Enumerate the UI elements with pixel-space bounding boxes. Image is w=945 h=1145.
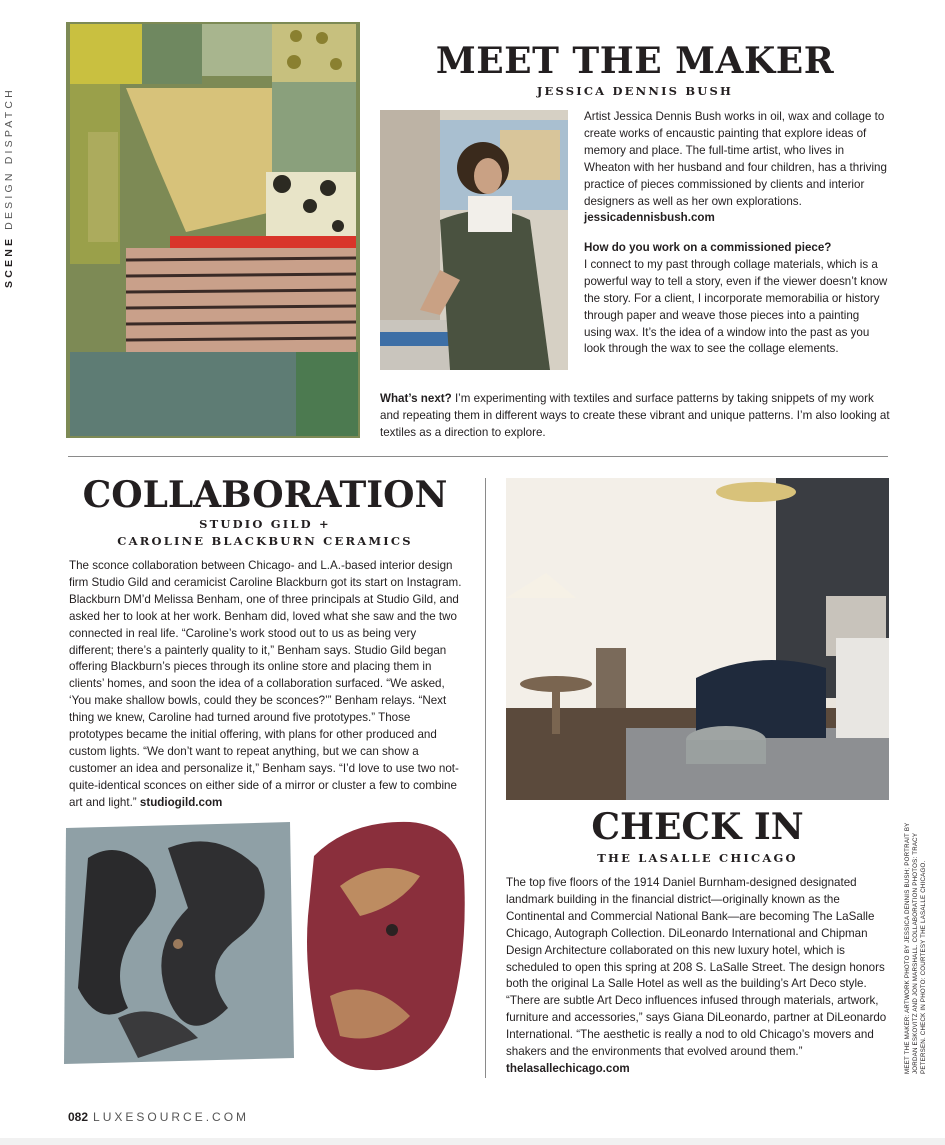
section-label-bold: SCENE — [3, 235, 15, 288]
section-divider-horizontal — [68, 456, 888, 457]
red-ceramic-sconce-photo — [300, 816, 470, 1074]
intro-text: Artist Jessica Dennis Bush works in oil, wax and collage to create works of encaustic painting that explore ideas of memory and place. The full-time artist, who lives in Wheaton with her husband and four children, has a thriving practice of pieces commissioned by clients and interior designers as well as her own explorations. — [584, 110, 887, 208]
check-in-title: CHECK IN — [591, 806, 804, 848]
interview-question: How do you work on a commissioned piece? — [584, 241, 832, 254]
check-in-text: The top five floors of the 1914 Daniel Burnham-designed designated landmark building in the financial district—originally known as the Continental and Commercial National Bank—are becoming The LaSalle Chicago, Autograph Collection. DiLeonardo International and Chipman Design Architecture collaborated on this new luxury hotel, which is scheduled to open this spring at 208 S. LaSalle Street. The design honors both the original La Salle Hotel as well as the building’s Art Deco style. “There are subtle Art Deco influences infused through materials, artwork, furniture and accessories,” says Giana DiLeonardo, partner at DiLeonardo International. “The aesthetic is really a nod to old Chicago’s movers and shakers and the environments that evolved around them.” — [506, 876, 887, 1059]
studio-gild-link[interactable]: studiogild.com — [139, 795, 223, 809]
bottom-edge — [0, 1138, 945, 1145]
artist-website-link[interactable]: jessicadennisbush.com — [584, 211, 715, 225]
interview-qa — [584, 240, 889, 358]
page-footer — [68, 1110, 249, 1124]
photo-credits-text: MEET THE MAKER: ARTWORK PHOTO BY JESSICA DENNIS BUSH; PORTRAIT BY JORDAN ESKOVITZ AND JON MARSHALL. COLLABORATION PHOTOS: TRACY PETERSEN. CHECK IN PHOTO: COURTESY THE LASALLE CHICAGO. — [904, 822, 927, 1074]
collaboration-subtitle-line-2: CAROLINE BLACKBURN CERAMICS — [117, 534, 413, 548]
meet-the-maker-subtitle: JESSICA DENNIS BUSH — [536, 84, 734, 98]
collaboration-article — [69, 558, 464, 812]
collaboration-title: COLLABORATION — [82, 474, 448, 516]
artist-portrait-photo — [380, 110, 568, 370]
meet-the-maker-title: MEET THE MAKER — [435, 40, 835, 82]
collaboration-text: The sconce collaboration between Chicago- and L.A.-based interior design firm Studio Gild and ceramicist Caroline Blackburn got its start on Instagram. Blackburn DM’d Melissa Benham, one of three principals at Studio Gild, and asked her to look at her work. Benham did, loved what she saw and the two connected in real life. “Caroline’s work stood out to us as being very different; there’s a painterly quality to it,” Benham says. Studio Gild began offering Blackburn’s pieces through its online store and placing them in clients’ homes, and soon the idea of a collaboration surfaced. “We asked, ‘You make shallow bowls, could they be sconces?’” Benham relays. “Next thing we knew, Caroline had turned around five prototypes.” Those prototypes became the initial offering, with plans for other produced and custom lights. “We don’t want to repeat anything, but we can show a customer an idea and personalize it,” Benham says. “I’d love to use two not-quite-identical sconces on either side of a mirror or cluster a few to combine art and light.” — [69, 559, 462, 809]
blue-ceramic-sconce-photo — [58, 818, 298, 1066]
section-divider-vertical — [485, 478, 486, 1078]
section-label-rest: DESIGN DISPATCH — [3, 87, 15, 230]
page-number: 082 — [68, 1110, 89, 1124]
photo-credits — [904, 818, 934, 1074]
check-in-subtitle: THE LASALLE CHICAGO — [597, 851, 798, 865]
whats-next-paragraph — [380, 391, 890, 442]
encaustic-artwork-image — [66, 22, 360, 438]
hotel-room-photo — [506, 478, 889, 800]
interview-answer: I connect to my past through collage materials, which is a powerful way to tell a story, even if the viewer doesn’t know the story. For a client, I incorporate memorabilia or history through paper and weave those pieces into a painting using wax. It’s the idea of a window into the past as you look through the wax to see the collage elements. — [584, 257, 888, 356]
check-in-article — [506, 875, 891, 1078]
whats-next-lead: What’s next? — [380, 392, 452, 405]
lasalle-link[interactable]: thelasallechicago.com — [506, 1061, 630, 1075]
collaboration-subtitle-line-1: STUDIO GILD + — [199, 517, 331, 531]
whats-next-text: I’m experimenting with textiles and surface patterns by taking snippets of my work and repeating them in different ways to create these vibrant and unique patterns. I’m also looking at textiles as a direction to explore. — [380, 392, 890, 439]
section-label — [3, 48, 21, 288]
footer-site: LUXESOURCE.COM — [93, 1110, 250, 1124]
meet-the-maker-intro — [584, 109, 889, 227]
